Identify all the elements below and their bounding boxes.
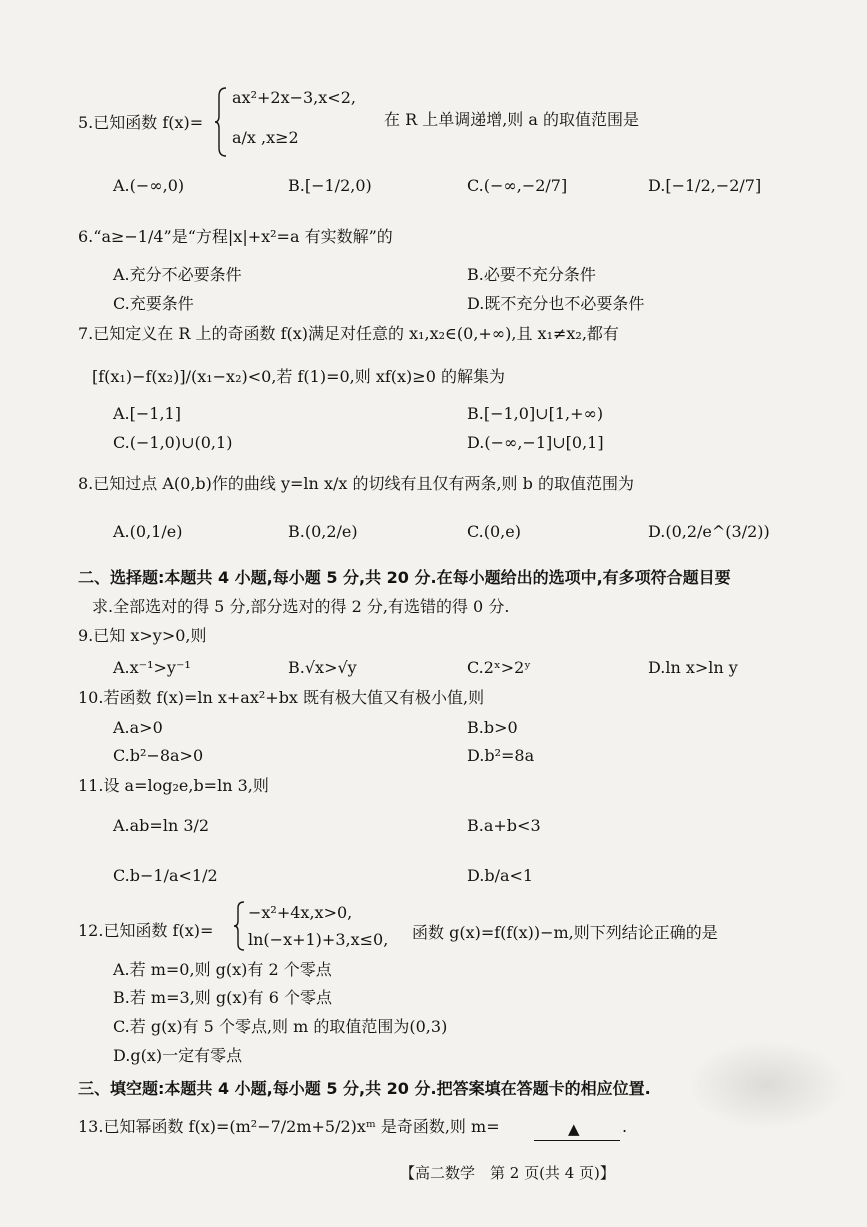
q8-stem: 8.已知过点 A(0,b)作的曲线 y=ln x/x 的切线有且仅有两条,则 b 的取值范围为 <box>78 474 634 493</box>
q11-option-b: B.a+b<3 <box>467 816 541 835</box>
q9-stem: 9.已知 x>y>0,则 <box>78 626 207 645</box>
q5-option-c: C.(−∞,−2/7] <box>467 176 568 195</box>
q8-option-d: D.(0,2/e^(3/2)) <box>648 522 770 541</box>
q12-option-c: C.若 g(x)有 5 个零点,则 m 的取值范围为(0,3) <box>113 1017 448 1036</box>
q12-case1: −x²+4x,x>0, <box>248 903 353 922</box>
q12-tail: 函数 g(x)=f(f(x))−m,则下列结论正确的是 <box>412 923 718 942</box>
q13-end: . <box>622 1117 628 1136</box>
q7-option-b: B.[−1,0]∪[1,+∞) <box>467 404 604 423</box>
section3-heading: 三、填空题:本题共 4 小题,每小题 5 分,共 20 分.把答案填在答题卡的相应位置. <box>78 1079 651 1098</box>
q6-stem: 6.“a≥−1/4”是“方程|x|+x²=a 有实数解”的 <box>78 227 393 246</box>
q9-option-b: B.√x>√y <box>288 658 357 677</box>
q7-option-d: D.(−∞,−1]∪[0,1] <box>467 433 604 452</box>
q11-option-a: A.ab=ln 3/2 <box>113 816 210 835</box>
q12-option-d: D.g(x)一定有零点 <box>113 1046 243 1065</box>
q5-tail: 在 R 上单调递增,则 a 的取值范围是 <box>384 110 640 129</box>
q11-stem: 11.设 a=log₂e,b=ln 3,则 <box>78 776 269 795</box>
q13-stem: 13.已知幂函数 f(x)=(m²−7/2m+5/2)xᵐ 是奇函数,则 m= <box>78 1117 500 1136</box>
q9-option-a: A.x⁻¹>y⁻¹ <box>113 658 191 677</box>
q9-option-d: D.ln x>ln y <box>648 658 738 677</box>
blank-triangle-icon: ▲ <box>568 1120 580 1138</box>
q10-option-c: C.b²−8a>0 <box>113 746 204 765</box>
q11-option-c: C.b−1/a<1/2 <box>113 866 218 885</box>
section2-heading-cont: 求.全部选对的得 5 分,部分选对的得 2 分,有选错的得 0 分. <box>92 597 510 616</box>
page-footer: 【高二数学 第 2 页(共 4 页)】 <box>400 1164 615 1182</box>
q12-option-b: B.若 m=3,则 g(x)有 6 个零点 <box>113 988 332 1007</box>
q12-option-a: A.若 m=0,则 g(x)有 2 个零点 <box>113 960 332 979</box>
q5-option-a: A.(−∞,0) <box>113 176 185 195</box>
q12-case2: ln(−x+1)+3,x≤0, <box>248 930 389 949</box>
q10-option-a: A.a>0 <box>113 718 163 737</box>
q5-option-d: D.[−1/2,−2/7] <box>648 176 762 195</box>
q6-option-b: B.必要不充分条件 <box>467 265 596 284</box>
q7-option-a: A.[−1,1] <box>113 404 181 423</box>
q10-option-d: D.b²=8a <box>467 746 535 765</box>
section2-heading: 二、选择题:本题共 4 小题,每小题 5 分,共 20 分.在每小题给出的选项中,有多项符合题目要 <box>78 568 731 587</box>
q9-option-c: C.2ˣ>2ʸ <box>467 658 532 677</box>
brace-icon <box>214 86 228 158</box>
q7-option-c: C.(−1,0)∪(0,1) <box>113 433 233 452</box>
q5-case1: ax²+2x−3,x<2, <box>232 88 356 107</box>
q11-option-d: D.b/a<1 <box>467 866 534 885</box>
q7-stem-line1: 7.已知定义在 R 上的奇函数 f(x)满足对任意的 x₁,x₂∈(0,+∞),且 x₁≠x₂,都有 <box>78 324 619 343</box>
q6-option-d: D.既不充分也不必要条件 <box>467 294 645 313</box>
q5-case2: a/x ,x≥2 <box>232 128 299 147</box>
q7-stem-line2: [f(x₁)−f(x₂)]/(x₁−x₂)<0,若 f(1)=0,则 xf(x)≥0 的解集为 <box>92 367 505 386</box>
q10-stem: 10.若函数 f(x)=ln x+ax²+bx 既有极大值又有极小值,则 <box>78 688 485 707</box>
q6-option-a: A.充分不必要条件 <box>113 265 242 284</box>
q6-option-c: C.充要条件 <box>113 294 194 313</box>
q10-option-b: B.b>0 <box>467 718 518 737</box>
brace-icon <box>232 900 246 952</box>
q5-stem: 5.已知函数 f(x)= <box>78 113 204 132</box>
q8-option-b: B.(0,2/e) <box>288 522 358 541</box>
scan-shadow <box>687 1040 847 1130</box>
q8-option-c: C.(0,e) <box>467 522 521 541</box>
q5-option-b: B.[−1/2,0) <box>288 176 372 195</box>
q12-stem: 12.已知函数 f(x)= <box>78 921 214 940</box>
answer-blank[interactable] <box>534 1120 620 1141</box>
q8-option-a: A.(0,1/e) <box>113 522 183 541</box>
